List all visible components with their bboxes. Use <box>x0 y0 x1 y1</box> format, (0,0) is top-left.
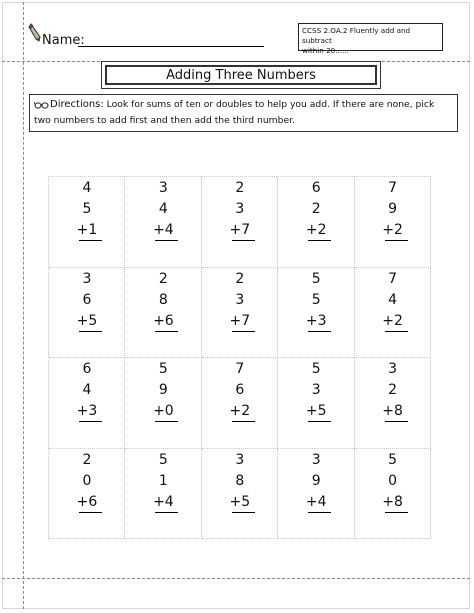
directions-label: Directions: <box>50 99 104 110</box>
sum-line <box>155 512 178 513</box>
sum-line <box>308 331 331 332</box>
name-line[interactable] <box>78 46 264 47</box>
problem-grid <box>48 176 431 539</box>
problem-cell <box>202 449 278 540</box>
addend: 5 <box>311 270 321 287</box>
addend: 1 <box>158 472 168 489</box>
addend: 2 <box>235 180 245 196</box>
addend-with-plus: +0 <box>153 403 174 419</box>
addend-with-plus: +4 <box>153 222 174 238</box>
problem-cell <box>49 449 125 540</box>
sum-line <box>308 421 331 422</box>
sum-line <box>232 331 255 332</box>
addend-with-plus: +4 <box>305 493 327 510</box>
addend: 8 <box>158 291 168 308</box>
sum-line <box>155 421 178 422</box>
addend-with-plus: +5 <box>76 312 98 329</box>
addend-with-plus: +5 <box>229 493 251 510</box>
addend: 4 <box>158 201 168 217</box>
addend-with-plus: +3 <box>76 403 98 419</box>
problem-cell <box>125 177 201 268</box>
problem-cell <box>49 358 125 449</box>
addend: 0 <box>82 472 92 489</box>
sum-line <box>385 331 408 332</box>
problem-cell <box>202 268 278 359</box>
addend: 7 <box>388 270 398 287</box>
problem-cell <box>355 358 431 449</box>
addend: 5 <box>82 201 92 217</box>
addend: 9 <box>311 472 321 489</box>
addend: 6 <box>82 291 92 308</box>
addend-with-plus: +2 <box>382 312 403 329</box>
problem-cell <box>125 358 201 449</box>
addend: 3 <box>158 180 168 196</box>
addend: 0 <box>388 472 398 489</box>
problem-cell <box>202 177 278 268</box>
sum-line <box>232 421 255 422</box>
sum-line <box>155 331 178 332</box>
addend-with-plus: +8 <box>382 403 403 419</box>
margin-dashed-line-vertical <box>23 2 24 609</box>
problem-cell <box>49 268 125 359</box>
addend-with-plus: +7 <box>229 312 251 329</box>
sum-line <box>385 421 408 422</box>
sum-line <box>232 240 255 241</box>
addend-with-plus: +6 <box>153 312 174 329</box>
problem-cell <box>125 268 201 359</box>
sum-line <box>385 240 408 241</box>
directions-box <box>29 94 458 132</box>
addend-with-plus: +2 <box>305 222 327 238</box>
sum-line <box>308 512 331 513</box>
addend: 5 <box>388 451 398 468</box>
addend: 2 <box>388 382 398 398</box>
addend: 3 <box>235 201 245 217</box>
standard-box: CCSS 2.OA.2 Fluently add and subtract within 20...... <box>298 23 443 51</box>
addend: 3 <box>235 451 245 468</box>
addend-with-plus: +3 <box>305 312 327 329</box>
problem-cell <box>278 268 354 359</box>
sum-line <box>308 240 331 241</box>
problem-cell <box>355 449 431 540</box>
sum-line <box>232 512 255 513</box>
addend-with-plus: +6 <box>76 493 98 510</box>
addend: 7 <box>388 180 398 196</box>
addend: 8 <box>235 472 245 489</box>
sum-line <box>385 512 408 513</box>
addend: 3 <box>235 291 245 308</box>
sum-line <box>79 512 102 513</box>
sum-line <box>79 240 102 241</box>
glasses-icon <box>34 101 49 109</box>
addend: 5 <box>158 451 168 468</box>
addend: 4 <box>82 180 92 196</box>
addend-with-plus: +4 <box>153 493 174 510</box>
problem-cell <box>278 358 354 449</box>
addend-with-plus: +2 <box>382 222 403 238</box>
addend: 4 <box>388 291 398 308</box>
margin-dashed-line-bottom <box>2 578 470 579</box>
addend-with-plus: +2 <box>229 403 251 419</box>
problem-cell <box>125 449 201 540</box>
addend: 6 <box>82 361 92 377</box>
title-box <box>101 61 381 89</box>
sum-line <box>79 331 102 332</box>
addend-with-plus: +8 <box>382 493 403 510</box>
addend: 5 <box>311 291 321 308</box>
sum-line <box>79 421 102 422</box>
problem-cell <box>355 177 431 268</box>
directions-text: Look for sums of ten or doubles to help you add. If there are none, pick two numbers to add first and then add the third number. <box>34 99 435 126</box>
addend: 6 <box>311 180 321 196</box>
addend-with-plus: +7 <box>229 222 251 238</box>
problem-cell <box>202 358 278 449</box>
worksheet-title: Adding Three Numbers <box>105 65 377 85</box>
problem-cell <box>278 449 354 540</box>
addend: 9 <box>158 382 168 398</box>
problem-cell <box>49 177 125 268</box>
addend: 3 <box>311 382 321 398</box>
addend: 5 <box>311 361 321 377</box>
addend: 2 <box>82 451 92 468</box>
addend: 2 <box>235 270 245 287</box>
addend: 7 <box>235 361 245 377</box>
addend: 3 <box>82 270 92 287</box>
addend: 6 <box>235 382 245 398</box>
name-label: Name: <box>42 33 85 48</box>
addend: 2 <box>158 270 168 287</box>
addend: 5 <box>158 361 168 377</box>
addend: 2 <box>311 201 321 217</box>
addend: 3 <box>388 361 398 377</box>
sum-line <box>155 240 178 241</box>
addend-with-plus: +1 <box>76 222 98 238</box>
addend: 3 <box>311 451 321 468</box>
problem-cell <box>278 177 354 268</box>
problem-cell <box>355 268 431 359</box>
addend: 9 <box>388 201 398 217</box>
addend-with-plus: +5 <box>305 403 327 419</box>
addend: 4 <box>82 382 92 398</box>
